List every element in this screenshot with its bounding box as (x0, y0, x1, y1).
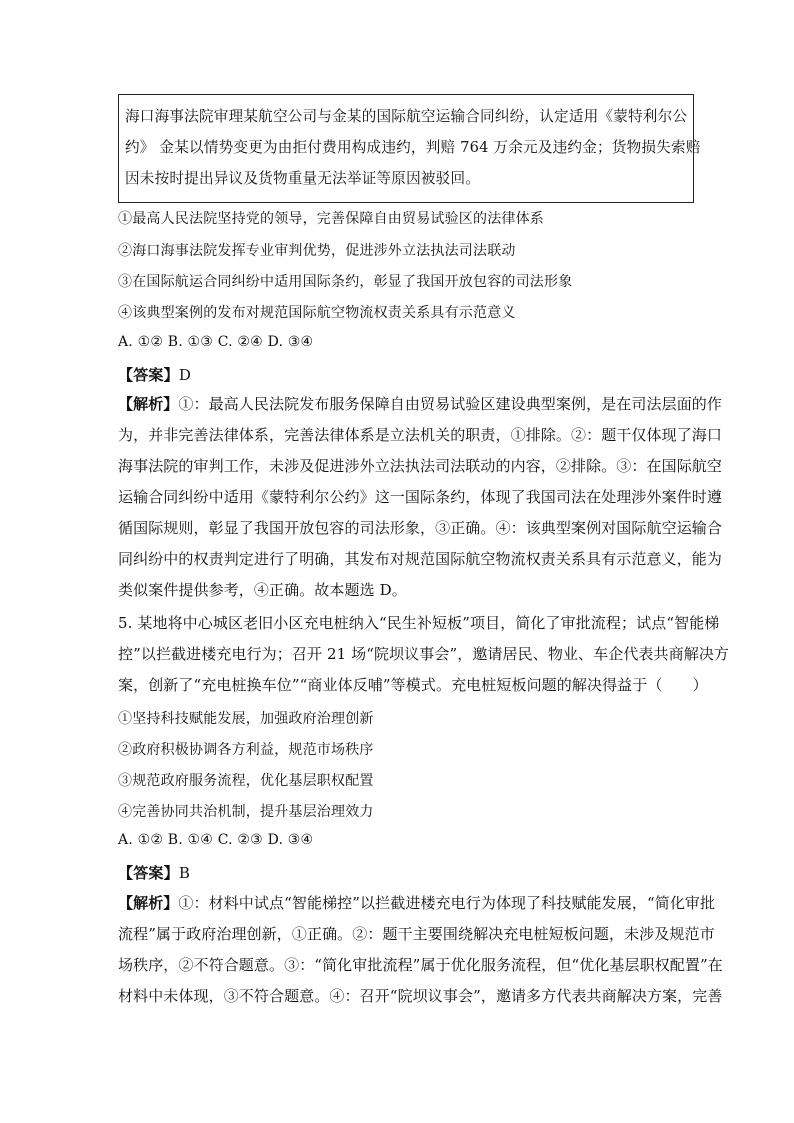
answer-tag: 【答案】 (118, 864, 179, 882)
analysis-line: 【解析】①：最高人民法院发布服务保障自由贸易试验区建设典型案例，是在司法层面的作 (118, 395, 723, 413)
q5-option-1: ①坚持科技赋能发展，加强政府治理创新 (118, 711, 374, 727)
analysis-line: 同纠纷中的权责判定进行了明确，其发布对规范国际航空物流权责关系具有示范意义，能为 (118, 550, 723, 568)
analysis-tag: 【解析】 (118, 894, 179, 912)
material-line: 因未按时提出异议及货物重量无法举证等原因被驳回。 (125, 170, 481, 187)
q5-option-3: ③规范政府服务流程，优化基层职权配置 (118, 773, 374, 789)
material-line: 约》 金某以情势变更为由拒付费用构成违约，判赔 764 万余元及违约金；货物损失索赔 (125, 139, 701, 156)
analysis-line: 场秩序，②不符合题意。③：“简化审批流程”属于优化服务流程，但“优化基层职权配置”在 (118, 956, 723, 974)
q4-analysis (118, 389, 723, 606)
q5-option-4: ④完善协同共治机制，提升基层治理效力 (118, 804, 374, 820)
q4-option-3: ③在国际航运合同纠纷中适用国际条约，彰显了我国开放包容的司法形象 (118, 274, 573, 290)
analysis-line: 类似案件提供参考，④正确。故本题选 D。 (118, 581, 407, 599)
analysis-line: 循国际规则，彰显了我国开放包容的司法形象，③正确。④：该典型案例对国际航空运输合 (118, 519, 723, 537)
q4-answer (118, 364, 191, 385)
answer-value: B (178, 864, 191, 882)
q4-option-2: ②海口海事法院发挥专业审判优势，促进涉外立法执法司法联动 (118, 243, 516, 259)
stem-line: 控”以拦截进楼充电行为；召开 21 场“院坝议事会”，邀请居民、物业、车企代表共商解决方 (118, 645, 730, 663)
stem-line: 案，创新了“充电桩换车位”“商业体反哺”等模式。充电桩短板问题的解决得益于（ ） (118, 676, 708, 694)
q5-option-2: ②政府积极协调各方利益，规范市场秩序 (118, 742, 374, 758)
analysis-line: 材料中未体现，③不符合题意。④：召开“院坝议事会”，邀请多方代表共商解决方案，完善 (118, 987, 723, 1005)
q4-choices: A. ①② B. ①③ C. ②④ D. ③④ (118, 334, 314, 350)
q5-choices: A. ①② B. ①④ C. ②③ D. ③④ (118, 832, 314, 848)
answer-value: D (178, 366, 192, 384)
q5-answer (118, 862, 190, 883)
analysis-line: 海事法院的审判工作，未涉及促进涉外立法执法司法联动的内容，②排除。③：在国际航空 (118, 457, 723, 475)
q5-analysis (118, 888, 723, 1012)
q4-option-1: ①最高人民法院坚持党的领导，完善保障自由贸易试验区的法律体系 (118, 211, 544, 227)
q5-stem (118, 608, 730, 701)
analysis-line: 为，并非完善法律体系，完善法律体系是立法机关的职责，①排除。②：题干仅体现了海口 (118, 426, 723, 444)
answer-tag: 【答案】 (118, 366, 179, 384)
material-box (118, 94, 701, 203)
stem-line: 5. 某地将中心城区老旧小区充电桩纳入“民生补短板”项目，简化了审批流程；试点“智能梯 (118, 614, 720, 632)
analysis-line: 【解析】①：材料中试点“智能梯控”以拦截进楼充电行为体现了科技赋能发展，“简化审批 (118, 894, 716, 912)
analysis-line: 运输合同纠纷中适用《蒙特利尔公约》这一国际条约，体现了我国司法在处理涉外案件时遵 (118, 488, 723, 506)
analysis-line: 流程”属于政府治理创新，①正确。②：题干主要围绕解决充电桩短板问题，未涉及规范市 (118, 925, 715, 943)
material-line: 海口海事法院审理某航空公司与金某的国际航空运输合同纠纷，认定适用《蒙特利尔公 (125, 108, 688, 125)
q4-option-4: ④该典型案例的发布对规范国际航空物流权责关系具有示范意义 (118, 305, 516, 321)
analysis-tag: 【解析】 (118, 395, 179, 413)
